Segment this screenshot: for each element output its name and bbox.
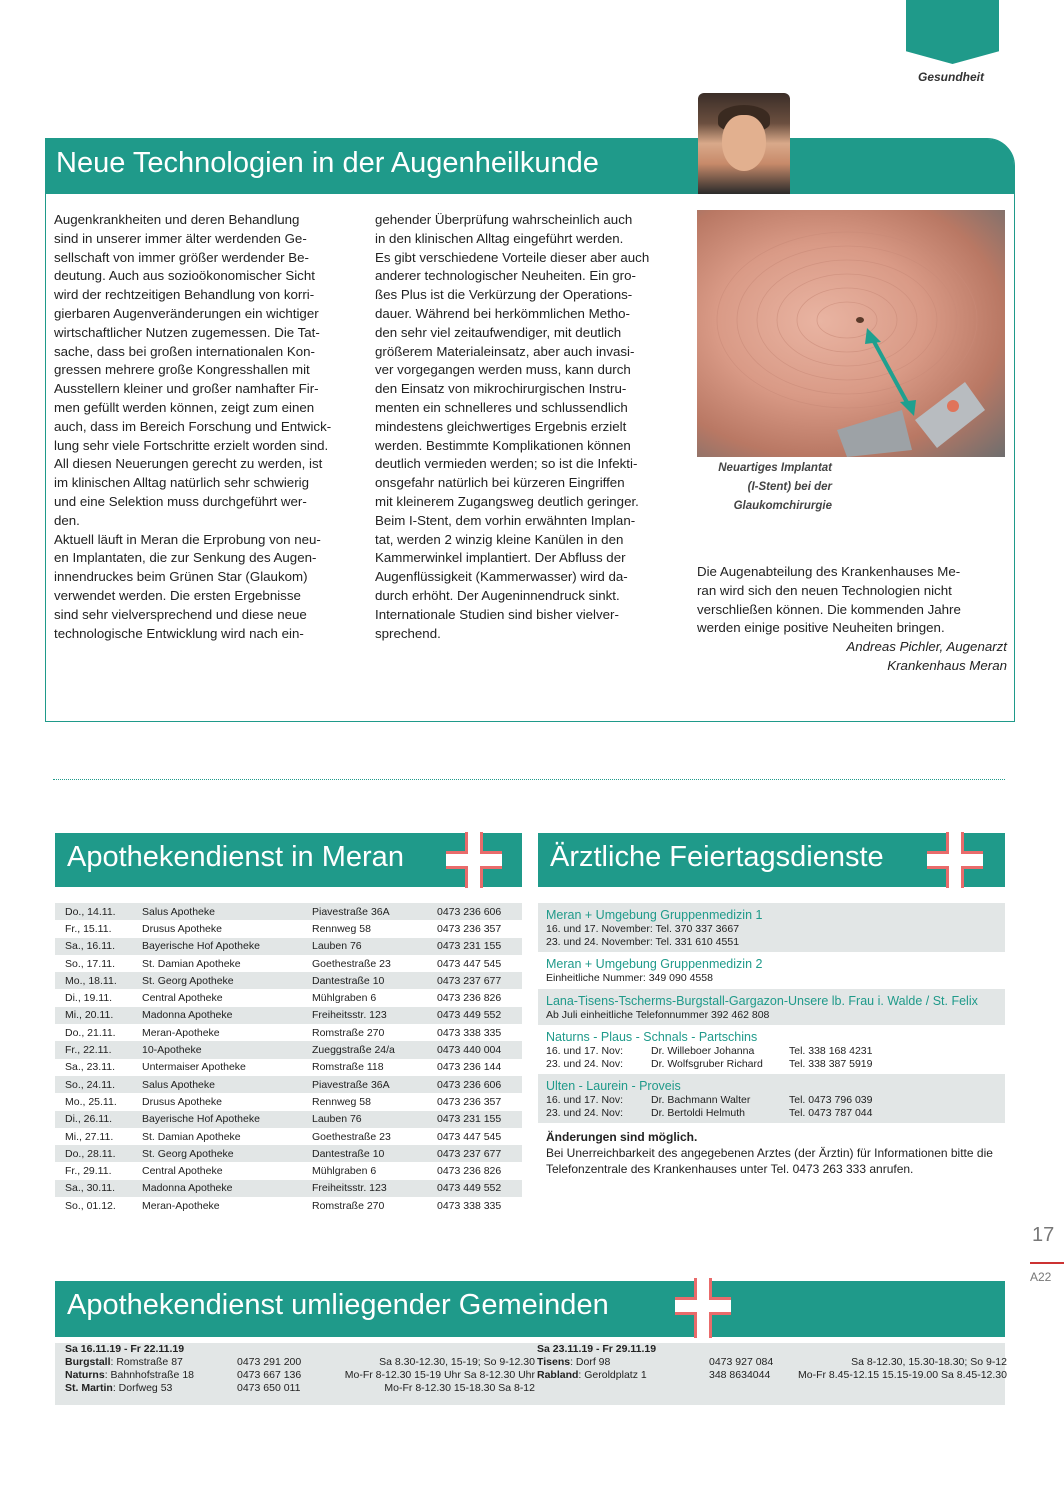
pharmacy-phone: 0473 237 677	[437, 1145, 522, 1162]
pharmacy-phone: 0473 236 826	[437, 1165, 502, 1178]
article-text-line: ver vorgegangen werden muss, kann durch	[375, 362, 631, 378]
pharmacy-phone: 0473 447 545	[437, 957, 502, 970]
gemeinde-row	[537, 1356, 1007, 1369]
medical-cross-icon	[927, 832, 983, 888]
feiertag-cell: Dr. Wolfsgruber Richard	[651, 1057, 763, 1070]
pharmacy-row	[55, 1093, 522, 1110]
article-text-line: Internationale Studien sind bisher vielver-	[375, 606, 619, 622]
gemeinde-row	[537, 1369, 1007, 1382]
pharmacy-date: Mi., 20.11.	[55, 1007, 142, 1024]
article-text-line: größerem Materialeinsatz, aber auch invasi-	[375, 343, 635, 359]
pharmacy-row	[55, 1024, 522, 1041]
pharmacy-date: So., 24.11.	[55, 1076, 142, 1093]
pharmacy-name: 10-Apotheke	[142, 1041, 312, 1058]
gemeinde-phone: 0473 650 011	[237, 1382, 301, 1394]
gemeinde-place: St. Martin	[65, 1382, 113, 1394]
feiertag-line: 16. und 17. November: Tel. 370 337 3667	[546, 923, 740, 935]
pharmacy-date: Do., 14.11.	[55, 903, 142, 920]
feiertag-row	[546, 1045, 997, 1058]
pharmacy-address: Zueggstraße 24/a	[312, 1041, 437, 1058]
caption-line: Glaukomchirurgie	[733, 499, 832, 512]
pharmacy-phone: 0473 449 552	[437, 1180, 522, 1197]
pharmacy-name: Madonna Apotheke	[142, 1180, 312, 1197]
pharmacy-name: St. Damian Apotheke	[142, 957, 241, 970]
gemeinden-table	[55, 1343, 1005, 1405]
pharmacy-row	[55, 1111, 522, 1128]
pharmacy-date: So., 17.11.	[65, 957, 116, 970]
article-text-line: gehender Überprüfung wahrscheinlich auch	[375, 212, 633, 227]
pharmacy-phone: 0473 237 677	[437, 972, 522, 989]
article-text-line: verwendet werden. Die ersten Ergebnisse	[54, 587, 301, 603]
pharmacy-phone: 0473 338 335	[437, 1026, 502, 1039]
pharmacy-name: Central Apotheke	[142, 992, 223, 1005]
pharmacy-address: Dantestraße 10	[312, 1145, 437, 1162]
article-text-line: sellschaft von immer größer werdender Be-	[54, 249, 309, 265]
gemeinden-period-1: Sa 16.11.19 - Fr 22.11.19	[65, 1343, 185, 1355]
article-text-line: deutung. Auch aus sozioökonomischer Sicht	[54, 268, 315, 284]
feiertag-line: Ab Juli einheitliche Telefonnummer 392 462 808	[546, 1008, 770, 1021]
apotheken-meran-table	[55, 903, 522, 1214]
article-header	[46, 139, 1014, 194]
pharmacy-date: Sa., 23.11.	[65, 1061, 116, 1074]
article-text-line: Augenflüssigkeit (Kammerwasser) wird da-	[375, 569, 628, 585]
pharmacy-phone: 0473 236 826	[437, 992, 502, 1005]
feiertag-cell: Dr. Willeboer Johanna	[651, 1045, 755, 1057]
article-text-line: sind in unserer immer älter werdenden Ge-	[54, 230, 307, 246]
gemeinde-hours: Sa 8-12.30, 15.30-18.30; So 9-12	[851, 1356, 1007, 1368]
article-text-line: men gefüllt werden können, zeigt zum einen	[54, 399, 315, 415]
article-text-line: wirtschaftlicher Nutzen zugemessen. Die Tat-	[54, 324, 320, 340]
feiertag-line: 23. und 24. November: Tel. 331 610 4551	[546, 935, 740, 948]
article-text-line: menten ein schnelleres und schlussendlich	[375, 399, 628, 415]
pharmacy-name: Drusus Apotheke	[142, 922, 222, 935]
article-text-line: onsgefahr natürlich bei kürzeren Eingriffen	[375, 475, 625, 491]
gemeinden-week-1	[65, 1343, 535, 1395]
author-affiliation: Krankenhaus Meran	[887, 657, 1007, 673]
feiertag-cell: Tel. 338 168 4231	[789, 1045, 873, 1057]
gemeinde-row	[65, 1382, 535, 1395]
pharmacy-date: Di., 26.11.	[55, 1111, 142, 1128]
caption-line: (I-Stent) bei der	[747, 480, 832, 493]
pharmacy-date: Sa., 16.11.	[55, 938, 142, 955]
feiertag-heading: Lana-Tisens-Tscherms-Burgstall-Gargazon-Unsere lb. Frau i. Walde / St. Felix	[546, 993, 978, 1008]
gemeinden-header	[55, 1281, 1005, 1337]
pharmacy-name: St. Damian Apotheke	[142, 1130, 241, 1143]
pharmacy-date: Mo., 25.11.	[65, 1095, 117, 1108]
pharmacy-row	[55, 972, 522, 989]
pharmacy-row	[55, 1128, 522, 1145]
apotheken-meran-header	[55, 833, 522, 887]
pharmacy-address: Lauben 76	[312, 1111, 437, 1128]
pharmacy-name: St. Georg Apotheke	[142, 972, 312, 989]
pharmacy-name: Untermaiser Apotheke	[142, 1061, 246, 1074]
feiertag-note-title: Änderungen sind möglich.	[546, 1130, 698, 1144]
article-text-line: ran wird sich den neuen Technologien nicht	[697, 582, 952, 598]
feiertag-cell: 16. und 17. Nov:	[546, 1045, 624, 1057]
pharmacy-name: Meran-Apotheke	[142, 1026, 220, 1039]
feiertag-block	[538, 903, 1005, 952]
feiertagsdienste-header	[538, 833, 1005, 887]
article-text-line: sprechend.	[375, 625, 441, 641]
pharmacy-row	[55, 1059, 522, 1076]
pharmacy-name: Central Apotheke	[142, 1165, 223, 1178]
pharmacy-phone: 0473 236 606	[437, 1076, 522, 1093]
pharmacy-address: Lauben 76	[312, 938, 437, 955]
istent-photo	[697, 210, 1005, 457]
gemeinde-place: Tisens	[537, 1356, 571, 1368]
feiertag-heading: Naturns - Plaus - Schnals - Partschins	[546, 1030, 758, 1044]
pharmacy-date: So., 01.12.	[65, 1199, 116, 1212]
istent-illustration	[697, 210, 1005, 457]
gemeinde-place: Naturns	[65, 1369, 105, 1381]
author-portrait	[698, 93, 790, 194]
article-text-line: auch, dass im Bereich Forschung und Entwick-	[54, 418, 332, 434]
pharmacy-date: Do., 28.11.	[55, 1145, 142, 1162]
page-number: 17	[1032, 1224, 1055, 1246]
pharmacy-phone: 0473 440 004	[437, 1041, 522, 1058]
article-text-line: Die Augenabteilung des Krankenhauses Me-	[697, 564, 961, 579]
pharmacy-row	[55, 1197, 522, 1214]
article-text-line: Es gibt verschiedene Vorteile dieser aber auch	[375, 249, 650, 265]
pharmacy-name: Salus Apotheke	[142, 1076, 312, 1093]
pharmacy-row	[55, 1041, 522, 1058]
article-text-line: anderer technologischer Neuheiten. Ein gro-	[375, 268, 636, 284]
author-name: Andreas Pichler, Augenarzt	[846, 639, 1007, 655]
pharmacy-address: Freiheitsstr. 123	[312, 1180, 437, 1197]
portrait-face	[722, 115, 766, 171]
article-text-line: den sehr viel zeitaufwendiger, mit deutlich	[375, 324, 622, 340]
gemeinde-row	[65, 1369, 535, 1382]
article-text-line: Beim I-Stent, dem vorhin erwähnten Implan-	[375, 512, 636, 528]
section-label: Gesundheit	[917, 70, 984, 84]
article-text-line: gressen mehrere große Kongresshallen mit	[54, 362, 310, 378]
pharmacy-date: Fr., 29.11.	[65, 1165, 112, 1178]
pharmacy-phone: 0473 338 335	[437, 1199, 502, 1212]
pharmacy-date: Di., 19.11.	[65, 992, 113, 1005]
article-text-line: mit kleinerem Zugangsweg deutlich geringer.	[375, 493, 639, 509]
pharmacy-date: Fr., 15.11.	[65, 922, 112, 935]
gemeinde-location	[65, 1382, 237, 1395]
pharmacy-row	[55, 1145, 522, 1162]
gemeinde-hours: Mo-Fr 8-12.30 15-18.30 Sa 8-12	[384, 1382, 535, 1394]
pharmacy-phone: 0473 236 144	[437, 1061, 502, 1074]
pharmacy-row	[55, 903, 522, 920]
pharmacy-date: Fr., 22.11.	[55, 1041, 142, 1058]
feiertag-cell: Tel. 338 387 5919	[789, 1057, 873, 1070]
photo-caption	[697, 459, 832, 515]
gemeinde-address: : Dorfweg 53	[112, 1382, 173, 1394]
feiertag-note-text: Bei Unerreichbarkeit des angegebenen Arztes (der Ärztin) für Informationen bitte die Telefonzentrale des Krankenhauses unter Tel. 0473 263 333 anrufen.	[546, 1146, 993, 1176]
article-text-line: in den klinischen Alltag eingeführt werden.	[375, 230, 624, 246]
article-text-line: sind sehr vielversprechend und diese neue	[54, 606, 307, 622]
pharmacy-date: Mi., 27.11.	[65, 1130, 114, 1143]
article-text-line: im klinischen Alltag natürlich sehr schwierig	[54, 475, 309, 491]
article-column-1	[54, 211, 366, 643]
pharmacy-row	[55, 920, 522, 937]
pharmacy-name: Bayerische Hof Apotheke	[142, 1111, 312, 1128]
pharmacy-address: Piavestraße 36A	[312, 903, 437, 920]
pharmacy-row	[55, 1180, 522, 1197]
article-text-line: dauer. Während bei herkömmlichen Metho-	[375, 305, 630, 321]
page-code: A22	[1030, 1270, 1052, 1284]
pharmacy-address: Goethestraße 23	[312, 1130, 391, 1143]
feiertag-cell: 16. und 17. Nov:	[546, 1094, 624, 1106]
article-box	[45, 138, 1015, 722]
pharmacy-name: Bayerische Hof Apotheke	[142, 938, 312, 955]
pharmacy-name: Meran-Apotheke	[142, 1199, 220, 1212]
pharmacy-row	[55, 989, 522, 1006]
article-text-line: verschließen können. Die kommenden Jahre	[697, 601, 961, 617]
gemeinde-location	[537, 1356, 709, 1369]
feiertag-row	[546, 1094, 997, 1107]
article-text-line: innendruckes beim Grünen Star (Glaukom)	[54, 569, 308, 585]
feiertag-heading: Ulten - Laurein - Proveis	[546, 1079, 681, 1093]
gemeinde-hours: Mo-Fr 8-12.30 15-19 Uhr Sa 8-12.30 Uhr	[344, 1369, 535, 1381]
pharmacy-name: Salus Apotheke	[142, 903, 312, 920]
pharmacy-phone: 0473 231 155	[437, 1111, 522, 1128]
article-text-line: Augenkrankheiten und deren Behandlung	[54, 212, 300, 227]
pharmacy-address: Mühlgraben 6	[312, 1165, 377, 1178]
pharmacy-phone: 0473 236 357	[437, 1095, 502, 1108]
article-text-line: deutlich vermieden werden; so ist die Infekti-	[375, 456, 638, 472]
feiertag-cell: 23. und 24. Nov:	[546, 1106, 624, 1119]
feiertag-block	[538, 989, 1005, 1026]
feiertag-cell: Tel. 0473 787 044	[789, 1106, 873, 1119]
pharmacy-cross-icon-2	[675, 1278, 731, 1338]
article-text-line: und eine Selektion muss durchgeführt wer-	[54, 493, 307, 509]
article-text-line: gierbaren Augenveränderungen ein wichtiger	[54, 305, 319, 321]
gemeinden-title: Apothekendienst umliegender Gemeinden	[67, 1289, 609, 1321]
article-text-line: durch erhöht. Der Augeninnendruck sinkt.	[375, 587, 620, 603]
feiertag-heading: Meran + Umgebung Gruppenmedizin 2	[546, 957, 763, 971]
pharmacy-date: Mo., 18.11.	[55, 972, 142, 989]
feiertag-block	[538, 1025, 1005, 1074]
pharmacy-name: St. Georg Apotheke	[142, 1145, 312, 1162]
pharmacy-row	[55, 938, 522, 955]
pharmacy-row	[55, 1162, 522, 1179]
feiertag-block	[538, 1074, 1005, 1123]
article-text-line: tat, werden 2 winzig kleine Kanülen in den	[375, 531, 624, 547]
feiertag-cell: Dr. Bertoldi Helmuth	[651, 1106, 745, 1119]
article-text-line: werden. Bestimmte Komplikationen können	[375, 437, 631, 453]
pharmacy-date: Sa., 30.11.	[55, 1180, 142, 1197]
pharmacy-address: Rennweg 58	[312, 922, 371, 935]
pharmacy-address: Romstraße 270	[312, 1026, 385, 1039]
pharmacy-cross-icon	[446, 832, 502, 888]
article-text-line: mindestens gleichwertiges Ergebnis erzielt	[375, 418, 627, 434]
pharmacy-date: Do., 21.11.	[65, 1026, 116, 1039]
gemeinde-row	[65, 1356, 535, 1369]
pharmacy-name: Madonna Apotheke	[142, 1007, 312, 1024]
apotheken-meran-title: Apothekendienst in Meran	[67, 841, 404, 873]
gemeinden-week-2	[537, 1343, 1007, 1382]
article-text-line: Aktuell läuft in Meran die Erprobung von neu-	[54, 531, 321, 547]
feiertag-row	[546, 1107, 997, 1120]
article-text-line: technologische Entwicklung wird nach ein-	[54, 625, 304, 641]
feiertag-block	[538, 952, 1005, 989]
pharmacy-address: Romstraße 270	[312, 1199, 385, 1212]
gemeinde-location	[65, 1356, 237, 1369]
pharmacy-phone: 0473 447 545	[437, 1130, 502, 1143]
pharmacy-address: Goethestraße 23	[312, 957, 391, 970]
article-text-line: Ausstellern kleiner und großer namhafter Fir-	[54, 381, 319, 397]
gemeinde-address: : Dorf 98	[570, 1356, 611, 1368]
article-text-line: werden einige positive Neuheiten bringen.	[697, 620, 945, 636]
gemeinde-phone: 0473 291 200	[237, 1356, 302, 1368]
article-text-line: lung sehr viele Fortschritte erzielt worden sind.	[54, 437, 329, 453]
pharmacy-address: Dantestraße 10	[312, 972, 437, 989]
article-text-line: All diesen Neuerungen gerecht zu werden, ist	[54, 456, 323, 472]
feiertag-cell: Dr. Bachmann Walter	[651, 1094, 751, 1106]
pharmacy-address: Mühlgraben 6	[312, 992, 377, 1005]
gemeinden-period-2: Sa 23.11.19 - Fr 29.11.19	[537, 1343, 657, 1355]
gemeinde-phone: 348 8634044	[709, 1369, 771, 1381]
article-text-line: Kammerwinkel implantiert. Der Abfluss der	[375, 550, 626, 566]
gemeinde-phone: 0473 667 136	[237, 1369, 302, 1381]
article-text-line: ßes Plus ist die Verkürzung der Operations-	[375, 287, 633, 303]
pharmacy-name: Drusus Apotheke	[142, 1095, 222, 1108]
pharmacy-address: Freiheitsstr. 123	[312, 1007, 437, 1024]
gemeinde-location	[537, 1369, 709, 1382]
section-tab-marker	[906, 0, 999, 64]
feiertag-cell: Tel. 0473 796 039	[789, 1094, 873, 1106]
article-column-3	[697, 563, 1007, 676]
article-text-line: sache, dass bei großen internationalen Kon-	[54, 343, 315, 359]
pharmacy-phone: 0473 231 155	[437, 938, 522, 955]
article-text-line: wird der rechtzeitigen Behandlung von korri-	[54, 287, 315, 303]
pharmacy-phone: 0473 449 552	[437, 1007, 522, 1024]
gemeinde-location	[65, 1369, 237, 1382]
pharmacy-row	[55, 955, 522, 972]
caption-line: Neuartiges Implantat	[718, 462, 832, 474]
gemeinde-hours: Mo-Fr 8.45-12.15 15.15-19.00 Sa 8.45-12.30	[798, 1369, 1007, 1381]
gemeinde-phone: 0473 927 084	[709, 1356, 774, 1368]
pharmacy-address: Romstraße 118	[312, 1061, 384, 1074]
feiertag-cell: 23. und 24. Nov:	[546, 1057, 624, 1070]
gemeinde-address: : Romstraße 87	[110, 1356, 183, 1368]
article-text-line: den.	[54, 512, 80, 528]
pharmacy-address: Rennweg 58	[312, 1095, 371, 1108]
gemeinde-place: Burgstall	[65, 1356, 111, 1368]
feiertagsdienste-title: Ärztliche Feiertagsdienste	[550, 841, 884, 873]
gemeinde-address: : Bahnhofstraße 18	[104, 1369, 194, 1381]
pharmacy-row	[55, 1007, 522, 1024]
gemeinde-place: Rabland	[537, 1369, 579, 1381]
pharmacy-row	[55, 1076, 522, 1093]
gemeinde-hours: Sa 8.30-12.30, 15-19; So 9-12.30	[379, 1356, 535, 1368]
pharmacy-phone: 0473 236 606	[437, 903, 522, 920]
feiertag-line: Einheitliche Nummer: 349 090 4558	[546, 972, 713, 984]
pharmacy-address: Piavestraße 36A	[312, 1076, 437, 1093]
feiertagsdienste-list	[538, 888, 1005, 1183]
article-title: Neue Technologien in der Augenheilkunde	[56, 147, 599, 179]
section-divider	[53, 779, 1005, 780]
feiertag-row	[546, 1058, 997, 1071]
gemeinde-address: : Geroldplatz 1	[578, 1369, 647, 1381]
article-column-2	[375, 211, 687, 643]
pharmacy-phone: 0473 236 357	[437, 922, 502, 935]
feiertag-note	[538, 1123, 1005, 1183]
page-number-rule	[1030, 1262, 1064, 1264]
feiertag-heading: Meran + Umgebung Gruppenmedizin 1	[546, 908, 763, 922]
article-text-line: den Einsatz von mikrochirurgischen Instru-	[375, 381, 627, 397]
article-text-line: en Implantaten, die zur Senkung des Augen-	[54, 550, 317, 566]
